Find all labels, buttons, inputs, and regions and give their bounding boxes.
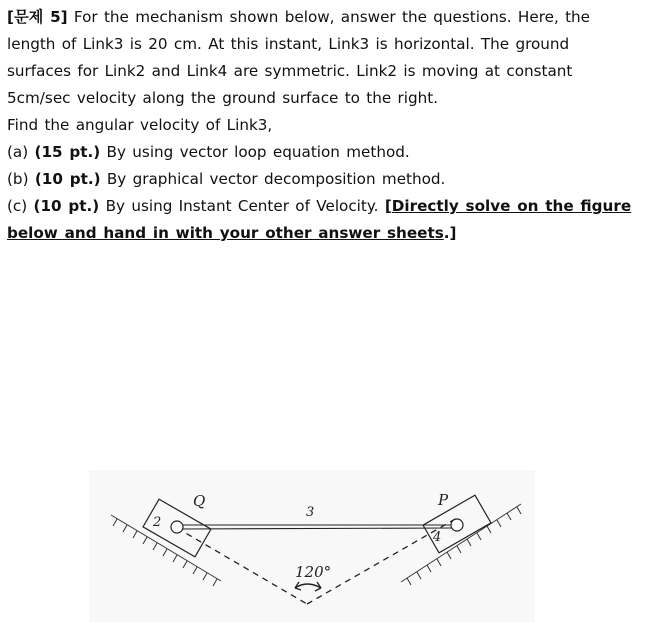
question-a-points: (15 pt.) — [34, 143, 101, 161]
construction-lines — [177, 518, 457, 604]
question-a-label: (a) — [7, 143, 29, 161]
mechanism-figure — [89, 470, 535, 622]
instruction-underlined-1: Directly solve on the figure — [391, 197, 632, 215]
question-b-label: (b) — [7, 170, 29, 188]
label-angle: 120° — [295, 563, 332, 581]
question-c-label: (c) — [7, 197, 28, 215]
label-p: P — [438, 491, 449, 509]
problem-line-4: 5cm/sec velocity along the ground surface to the right. — [7, 89, 439, 107]
mechanism-drawing — [89, 470, 535, 622]
ground-right — [401, 504, 521, 585]
problem-line-5: Find the angular velocity of Link3, — [7, 116, 273, 134]
label-link-2: 2 — [153, 515, 162, 530]
problem-line-2: length of Link3 is 20 cm. At this instant, Link3 is horizontal. The ground — [7, 35, 570, 53]
ground-right-surface — [401, 504, 521, 582]
instruction-bracket-close: .] — [443, 224, 457, 242]
problem-statement — [7, 4, 653, 247]
question-c-text: By using Instant Center of Velocity. — [105, 197, 379, 215]
instruction-underlined-2: below and hand in with your other answer sheets — [7, 224, 444, 242]
problem-line-3: surfaces for Link2 and Link4 are symmetric. Link2 is moving at constant — [7, 62, 573, 80]
instruction-bracket-open: [ — [384, 197, 392, 215]
angle-arc — [295, 584, 321, 588]
question-b — [7, 166, 653, 193]
pin-joint-q — [171, 521, 183, 533]
label-link-4: 4 — [433, 530, 442, 545]
problem-intro-text: For the mechanism shown below, answer the questions. Here, the — [67, 8, 591, 26]
coupler-link-3 — [181, 525, 453, 529]
question-c-points: (10 pt.) — [33, 197, 100, 215]
question-b-text: By graphical vector decomposition method. — [106, 170, 446, 188]
question-b-points: (10 pt.) — [34, 170, 101, 188]
question-a — [7, 139, 653, 166]
question-a-text: By using vector loop equation method. — [106, 143, 410, 161]
label-q: Q — [193, 492, 206, 510]
question-c — [7, 193, 653, 220]
label-link-3: 3 — [306, 505, 315, 520]
ground-right-hatching — [407, 507, 521, 585]
link-3-bottom-edge — [181, 528, 453, 529]
problem-line-1 — [7, 4, 653, 31]
question-c-continued — [7, 220, 653, 247]
pin-joint-p — [451, 519, 463, 531]
problem-number: [문제 5] — [7, 8, 68, 26]
